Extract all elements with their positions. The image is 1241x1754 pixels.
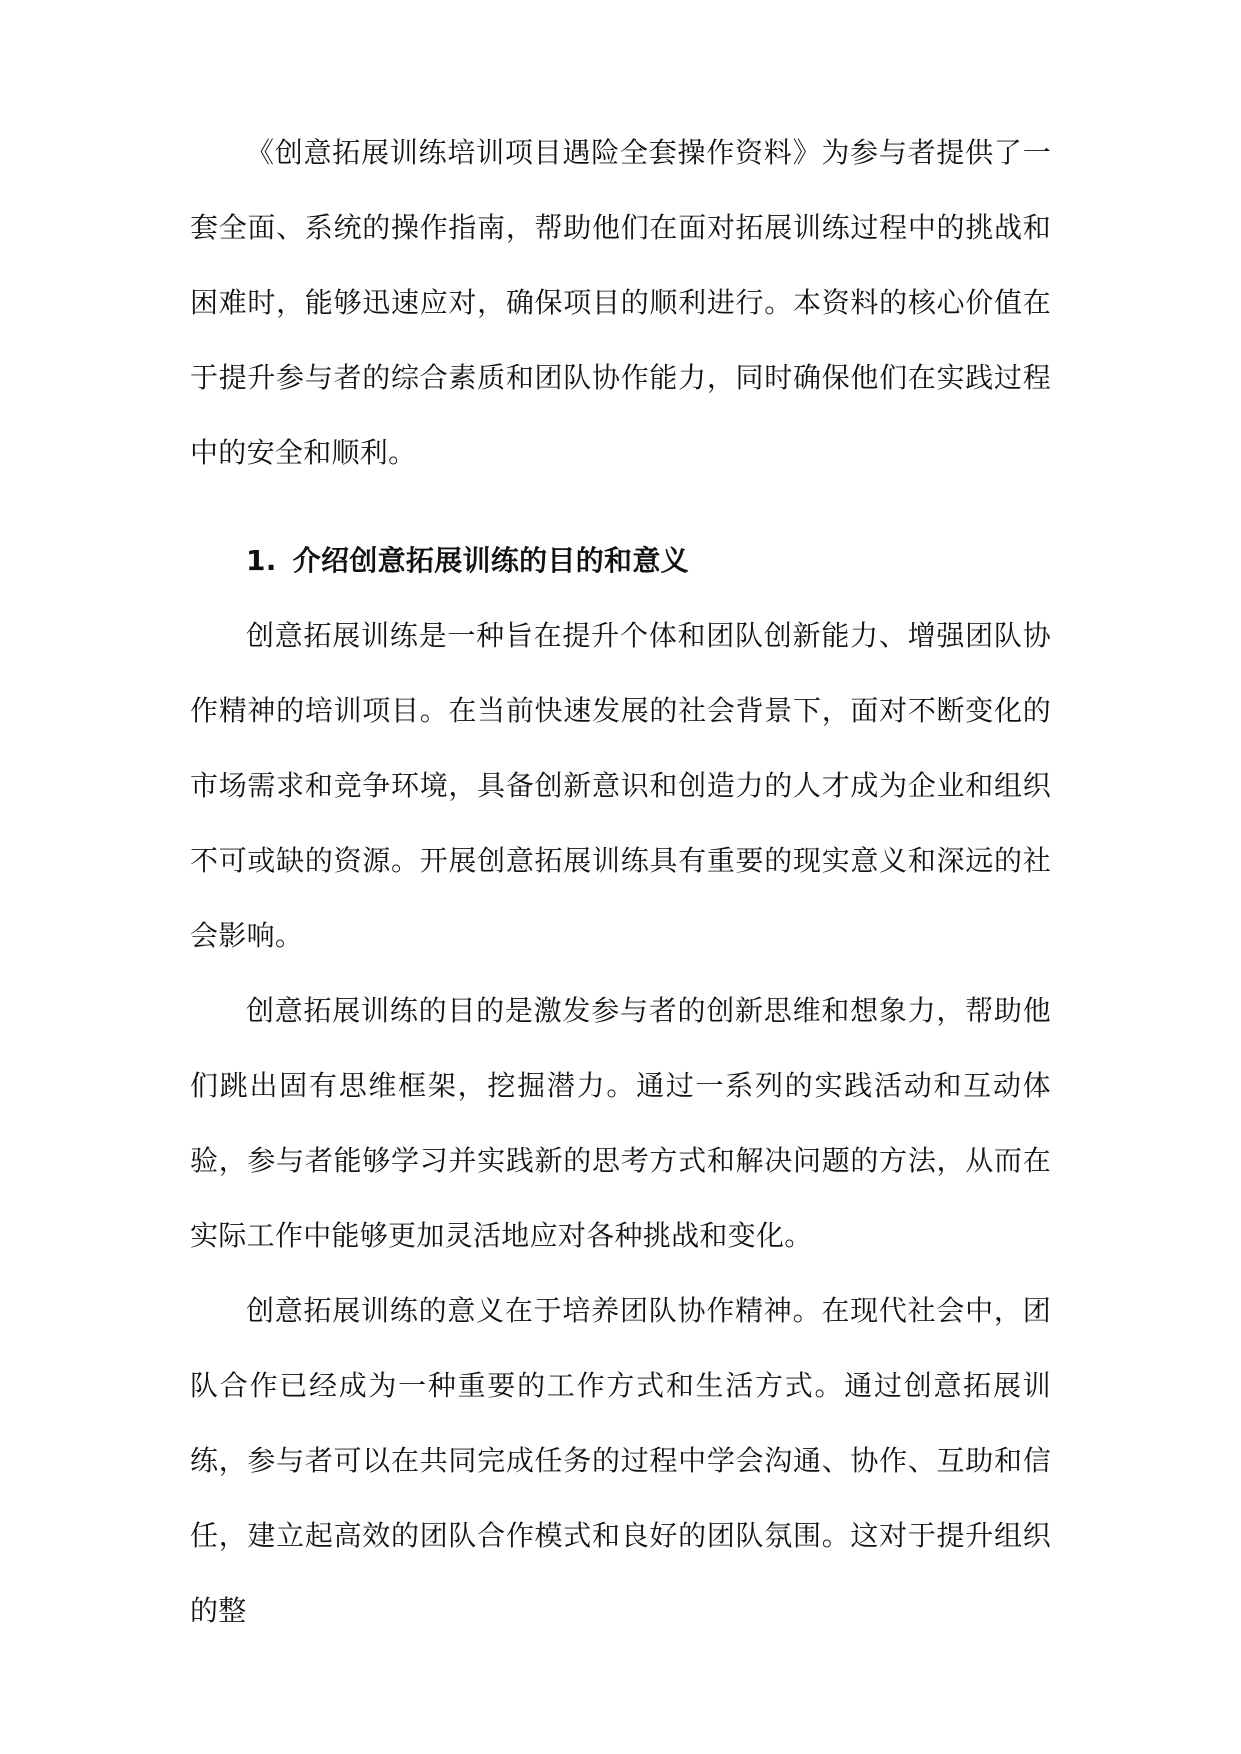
body-paragraph-1: 创意拓展训练是一种旨在提升个体和团队创新能力、增强团队协作精神的培训项目。在当前快速发展的社会背景下，面对不断变化的市场需求和竞争环境，具备创新意识和创造力的人才成为企业和组织不可或缺的资源。开展创意拓展训练具有重要的现实意义和深远的社会影响。 [190, 619, 1051, 952]
body-paragraph-2: 创意拓展训练的目的是激发参与者的创新思维和想象力，帮助他们跳出固有思维框架，挖掘潜力。通过一系列的实践活动和互动体验，参与者能够学习并实践新的思考方式和解决问题的方法，从而在实际工作中能够更加灵活地应对各种挑战和变化。 [190, 994, 1051, 1252]
section-title: 介绍创意拓展训练的目的和意义 [292, 544, 689, 577]
body-paragraph-3: 创意拓展训练的意义在于培养团队协作精神。在现代社会中，团队合作已经成为一种重要的工作方式和生活方式。通过创意拓展训练，参与者可以在共同完成任务的过程中学会沟通、协作、互助和信任，建立起高效的团队合作模式和良好的团队氛围。这对于提升组织的整 [190, 1294, 1051, 1627]
intro-paragraph: 《创意拓展训练培训项目遇险全套操作资料》为参与者提供了一套全面、系统的操作指南，帮助他们在面对拓展训练过程中的挑战和困难时，能够迅速应对，确保项目的顺利进行。本资料的核心价值在于提升参与者的综合素质和团队协作能力，同时确保他们在实践过程中的安全和顺利。 [190, 136, 1051, 469]
section-number: 1. [246, 544, 277, 577]
section-heading [190, 523, 1051, 598]
